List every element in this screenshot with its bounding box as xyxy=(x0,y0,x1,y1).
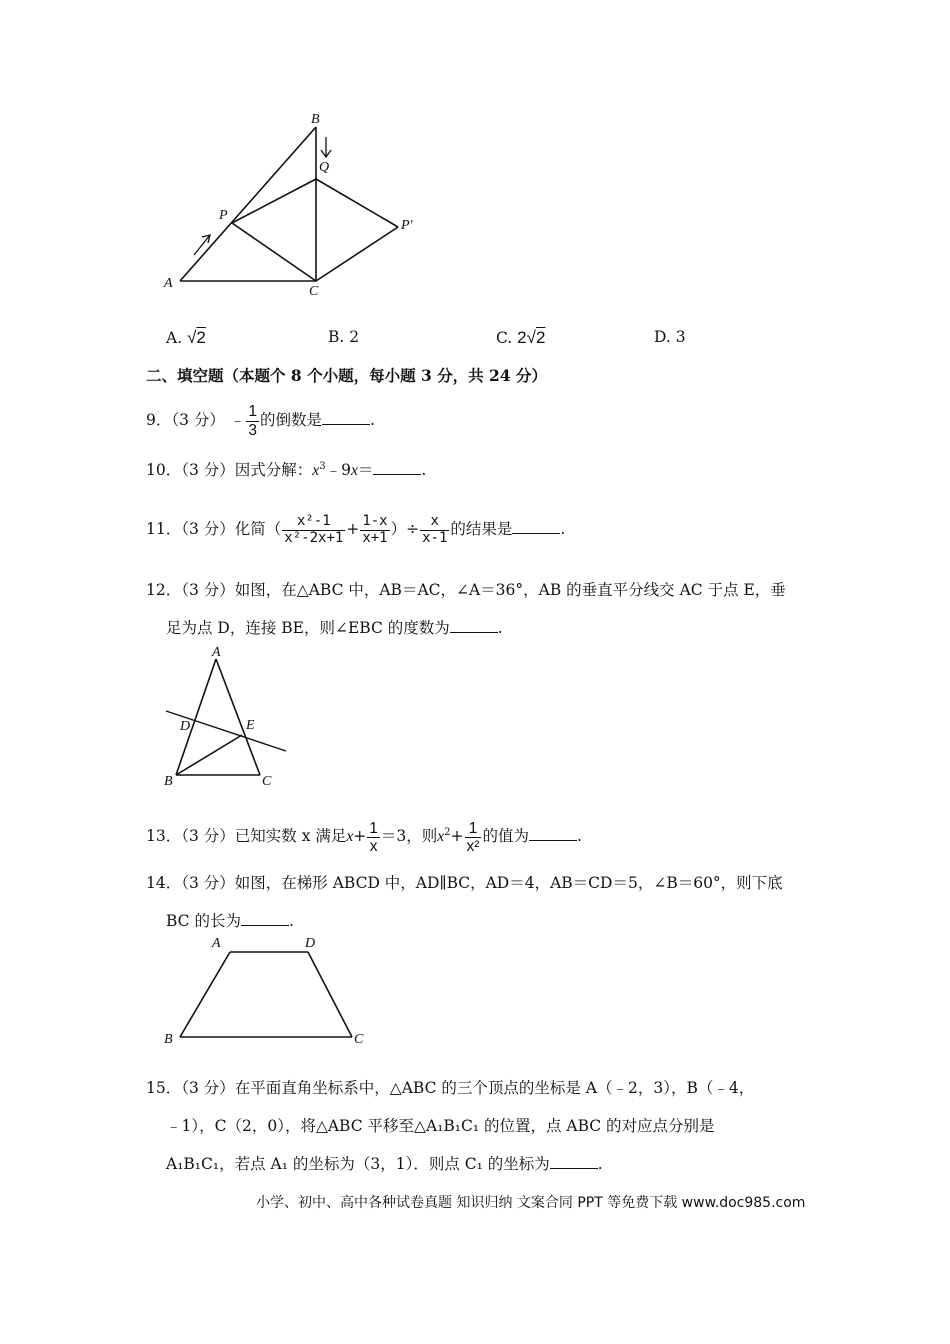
question-9: 9．（3 分） ﹣ $\frac{1}{3}$ 的倒数是 . xyxy=(146,403,375,439)
label-E: E xyxy=(246,718,255,733)
label-D: D xyxy=(305,936,316,951)
answer-blank xyxy=(241,911,289,926)
question-13: 13．（3 分）已知实数 x 满足x+ $\frac{1}{x}$ ＝3，则$x^2+$ $\frac{1}{\text{x²}}$ 的值为 . xyxy=(146,819,582,855)
label-C: C xyxy=(262,774,272,789)
question-15-line2: ﹣1），C（2，0），将△ABC 平移至△A₁B₁C₁ 的位置，点 ABC 的对应点分别是 xyxy=(166,1117,715,1135)
section-title: 二、填空题（本题个 8 个小题，每小题 3 分，共 24 分） xyxy=(146,366,548,385)
label-B: B xyxy=(164,1032,173,1047)
label-C: C xyxy=(309,284,319,299)
question-15-line1: 15．（3 分）在平面直角坐标系中，△ABC 的三个顶点的坐标是 A（﹣2，3），B（﹣4， xyxy=(146,1079,755,1097)
answer-blank xyxy=(529,826,577,841)
label-B: B xyxy=(164,774,173,789)
answer-blank xyxy=(512,519,560,534)
answer-blank xyxy=(373,460,421,475)
label-A: A xyxy=(164,276,173,291)
question-11: 11．（3 分）化简（ $\frac{\text{x²-1}}{\text{x²-2x+1}}$ + $\frac{1-x}{x+1}$ ）÷ $\frac{x}{x-1}$ 的结果是 . xyxy=(146,513,566,546)
option-d: D. 3 xyxy=(654,328,686,346)
answer-blank xyxy=(550,1154,598,1169)
figure-rhombus-triangle xyxy=(150,105,440,305)
label-Q: Q xyxy=(319,160,330,175)
label-A: A xyxy=(212,645,221,660)
question-15-line3: A₁B₁C₁，若点 A₁ 的坐标为（3，1）．则点 C₁ 的坐标为 . xyxy=(166,1155,603,1173)
answer-blank xyxy=(450,618,498,633)
label-P: P xyxy=(219,208,228,223)
question-10: 10．（3 分）因式分解：$x^3﹣9x=$ . xyxy=(146,460,427,479)
arrow-up-icon xyxy=(194,235,210,255)
question-14-line1: 14．（3 分）如图，在梯形 ABCD 中，AD∥BC，AD＝4，AB＝CD＝5，∠B＝60°，则下底 xyxy=(146,874,783,892)
question-12-line1: 12．（3 分）如图，在△ABC 中，AB＝AC，∠A＝36°，AB 的垂直平分线交 AC 于点 E，垂 xyxy=(146,581,786,599)
question-12-line2: 足为点 D，连接 BE，则∠EBC 的度数为 . xyxy=(166,619,503,637)
option-a: A. √2 xyxy=(166,328,206,347)
option-c: C. 2√2 xyxy=(496,328,546,347)
label-D: D xyxy=(180,719,191,734)
label-C: C xyxy=(354,1032,364,1047)
answer-blank xyxy=(322,410,370,425)
label-A: A xyxy=(212,936,221,951)
label-B: B xyxy=(311,112,320,127)
option-b: B. 2 xyxy=(328,328,360,346)
footer-text: 小学、初中、高中各种试卷真题 知识归纳 文案合同 PPT 等免费下载 www.doc985.com xyxy=(256,1195,806,1211)
label-P-prime: P′ xyxy=(401,218,413,233)
question-14-line2: BC 的长为 . xyxy=(166,912,294,930)
figure-trapezoid xyxy=(170,940,370,1050)
